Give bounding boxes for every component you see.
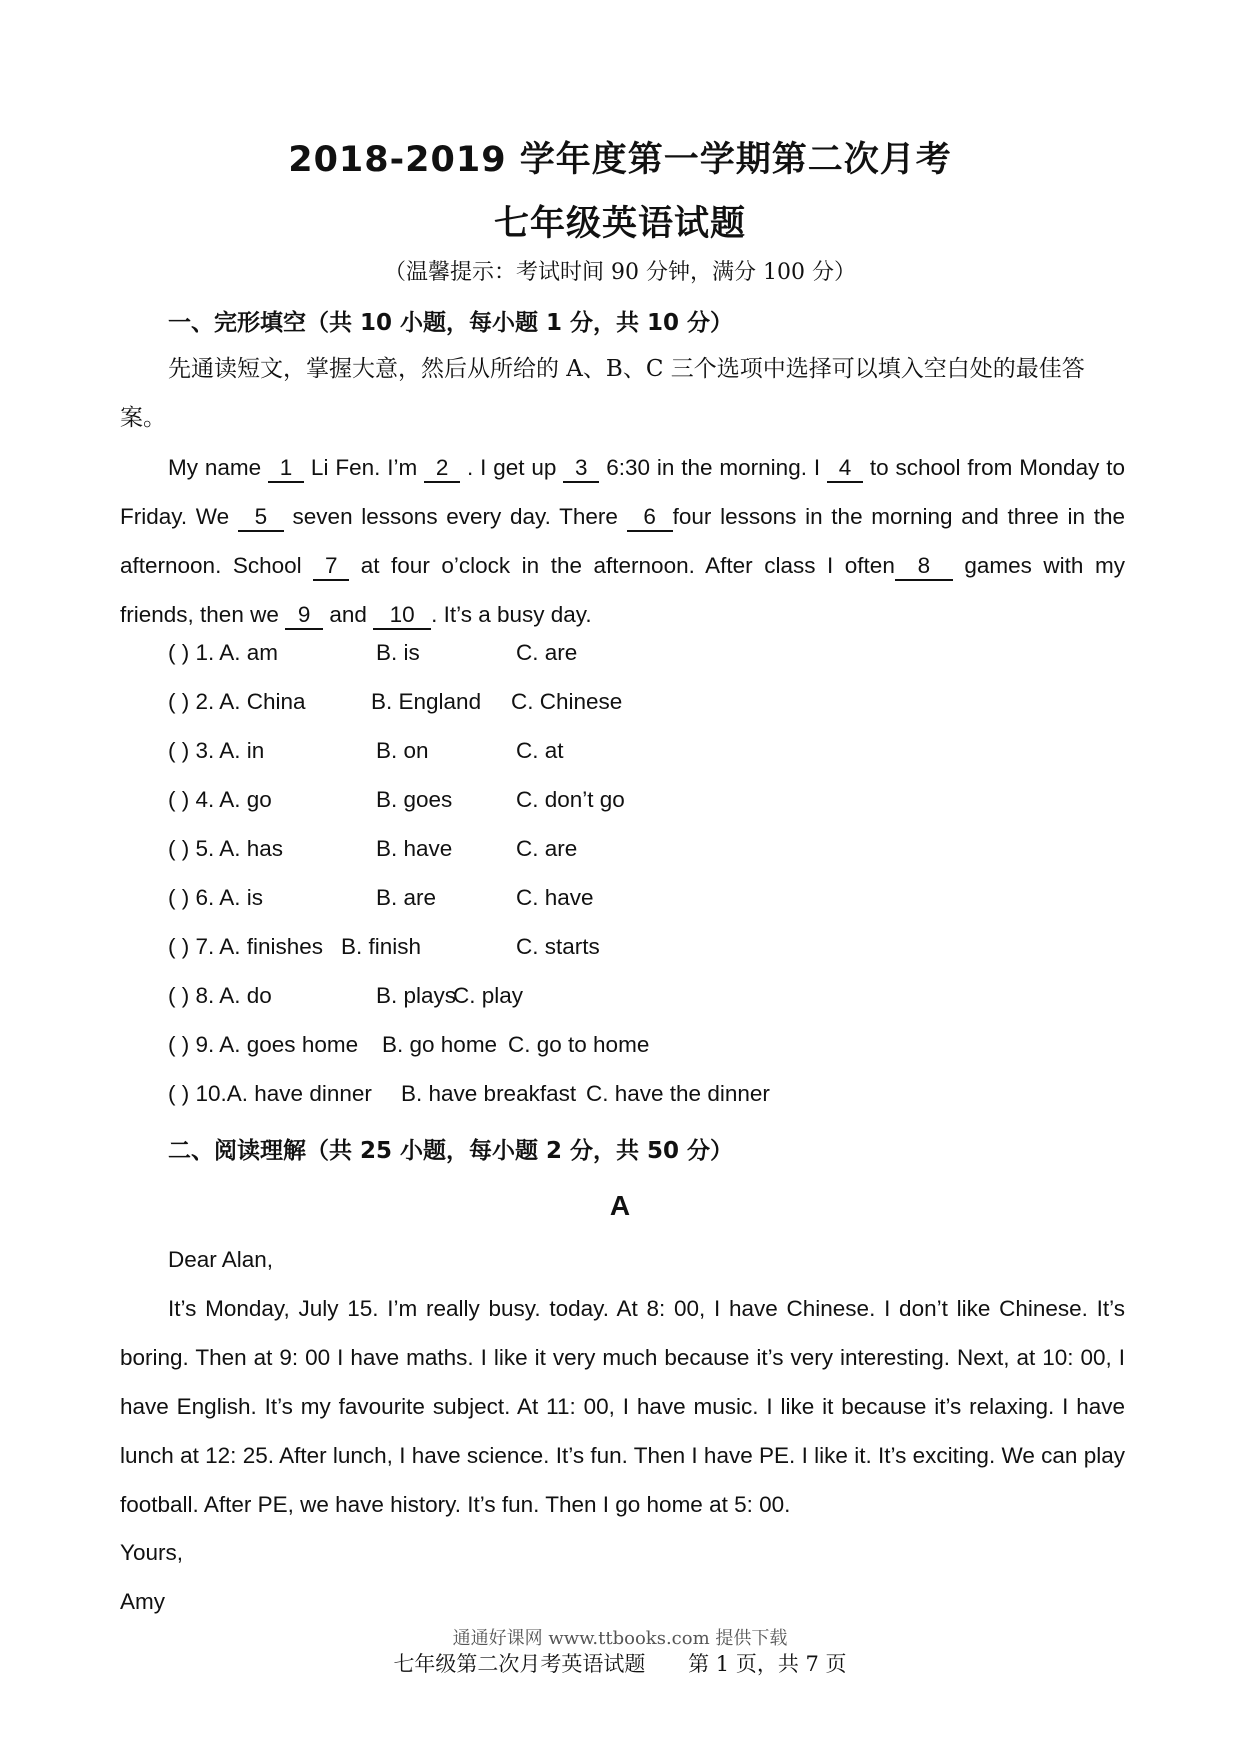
watermark: 通通好课网 www.ttbooks.com 提供下载 bbox=[452, 1628, 788, 1649]
option-c: C. are bbox=[516, 640, 578, 665]
cloze-blank: 6 bbox=[627, 504, 673, 532]
cloze-text: . I get up bbox=[460, 455, 564, 480]
option-c: C. at bbox=[516, 738, 564, 763]
option-b: B. England bbox=[371, 689, 482, 714]
cloze-text: to school from Monday to Friday. We bbox=[120, 455, 1125, 529]
option-c: C. have the dinner bbox=[586, 1081, 770, 1106]
option-b: B. goes bbox=[376, 787, 453, 812]
cloze-blank: 9 bbox=[285, 602, 323, 630]
cloze-text: . It’s a busy day. bbox=[431, 602, 592, 627]
cloze-text: at four o’clock in the afternoon. After class I often bbox=[349, 553, 895, 578]
cloze-text: 6:30 in the morning. I bbox=[599, 455, 827, 480]
page-title: 2018-2019 学年度第一学期第二次月考 bbox=[288, 140, 952, 180]
option-c: C. don’t go bbox=[516, 787, 625, 812]
question-stem: ( ) 6. A. is bbox=[168, 885, 264, 910]
cloze-text: Li Fen. I’m bbox=[304, 455, 425, 480]
option-b: B. on bbox=[376, 738, 429, 763]
cloze-blank: 1 bbox=[268, 455, 304, 483]
option-b: B. are bbox=[376, 885, 437, 910]
letter-signature: Amy bbox=[120, 1589, 165, 1614]
cloze-blank: 4 bbox=[827, 455, 863, 483]
cloze-text: four lessons in the morning and three in the afternoon. School bbox=[120, 504, 1125, 578]
question-stem: ( ) 4. A. go bbox=[168, 787, 272, 812]
footer-page-number: 第 1 页，共 7 页 bbox=[688, 1652, 847, 1676]
option-b: B. have bbox=[376, 836, 453, 861]
option-b: B. have breakfast bbox=[401, 1081, 577, 1106]
letter-body: It’s Monday, July 15. I’m really busy. today. At 8: 00, I have Chinese. I don’t like Chinese. It’s boring. Then at 9: 00 I have maths. I like it very much because it’s very interesting. Next, at 10: 00, I have English. It’s my favourite subject. At 11: 00, I have music. I like it because it’s relaxing. I have lunch at 12: 25. After lunch, I have science. It’s fun. Then I have PE. I like it. It’s exciting. We can play football. After PE, we have history. It’s fun. Then I go home at 5: 00. bbox=[120, 1296, 1125, 1517]
page-footer bbox=[0, 1648, 1240, 1678]
cloze-blank: 8 bbox=[895, 553, 953, 581]
section-1-heading: 一、完形填空（共 10 小题，每小题 1 分，共 10 分） bbox=[168, 310, 734, 336]
question-stem: ( ) 7. A. finishes bbox=[168, 934, 324, 959]
question-stem: ( ) 2. A. China bbox=[168, 689, 306, 714]
question-stem: ( ) 9. A. goes home bbox=[168, 1032, 359, 1057]
exam-tip: （温馨提示：考试时间 90 分钟，满分 100 分） bbox=[384, 260, 856, 285]
cloze-blank: 5 bbox=[238, 504, 284, 532]
cloze-passage bbox=[120, 443, 1125, 639]
letter-salutation: Dear Alan, bbox=[168, 1247, 274, 1272]
option-c: C. go to home bbox=[508, 1032, 650, 1057]
cloze-blank: 10 bbox=[373, 602, 431, 630]
option-c: C. Chinese bbox=[511, 689, 623, 714]
cloze-text: and bbox=[323, 602, 374, 627]
option-c: C. starts bbox=[516, 934, 600, 959]
option-b: B. finish bbox=[341, 934, 422, 959]
footer-exam-name: 七年级第二次月考英语试题 bbox=[393, 1652, 646, 1676]
option-c: C. play bbox=[453, 983, 524, 1008]
passage-a-label: A bbox=[609, 1190, 631, 1221]
cloze-blank: 3 bbox=[563, 455, 599, 483]
option-b: B. go home bbox=[382, 1032, 498, 1057]
cloze-blank: 7 bbox=[313, 553, 349, 581]
cloze-text: My name bbox=[168, 455, 269, 480]
page-subtitle: 七年级英语试题 bbox=[493, 204, 746, 244]
section-2-heading: 二、阅读理解（共 25 小题，每小题 2 分，共 50 分） bbox=[168, 1138, 734, 1164]
question-stem: ( ) 8. A. do bbox=[168, 983, 272, 1008]
cloze-blank: 2 bbox=[424, 455, 460, 483]
question-stem: ( ) 3. A. in bbox=[168, 738, 265, 763]
section-1-instruction: 先通读短文，掌握大意，然后从所给的 A、B、C 三个选项中选择可以填入空白处的最佳答案。 bbox=[120, 356, 1085, 431]
option-b: B. plays bbox=[376, 983, 457, 1008]
option-c: C. have bbox=[516, 885, 594, 910]
cloze-text: seven lessons every day. There bbox=[283, 504, 627, 529]
option-b: B. is bbox=[376, 640, 420, 665]
question-stem: ( ) 5. A. has bbox=[168, 836, 284, 861]
cloze-text: games with my friends, then we bbox=[120, 553, 1125, 627]
question-stem: ( ) 10.A. have dinner bbox=[168, 1081, 372, 1106]
option-c: C. are bbox=[516, 836, 578, 861]
letter-closing: Yours, bbox=[120, 1540, 183, 1565]
question-stem: ( ) 1. A. am bbox=[168, 640, 279, 665]
